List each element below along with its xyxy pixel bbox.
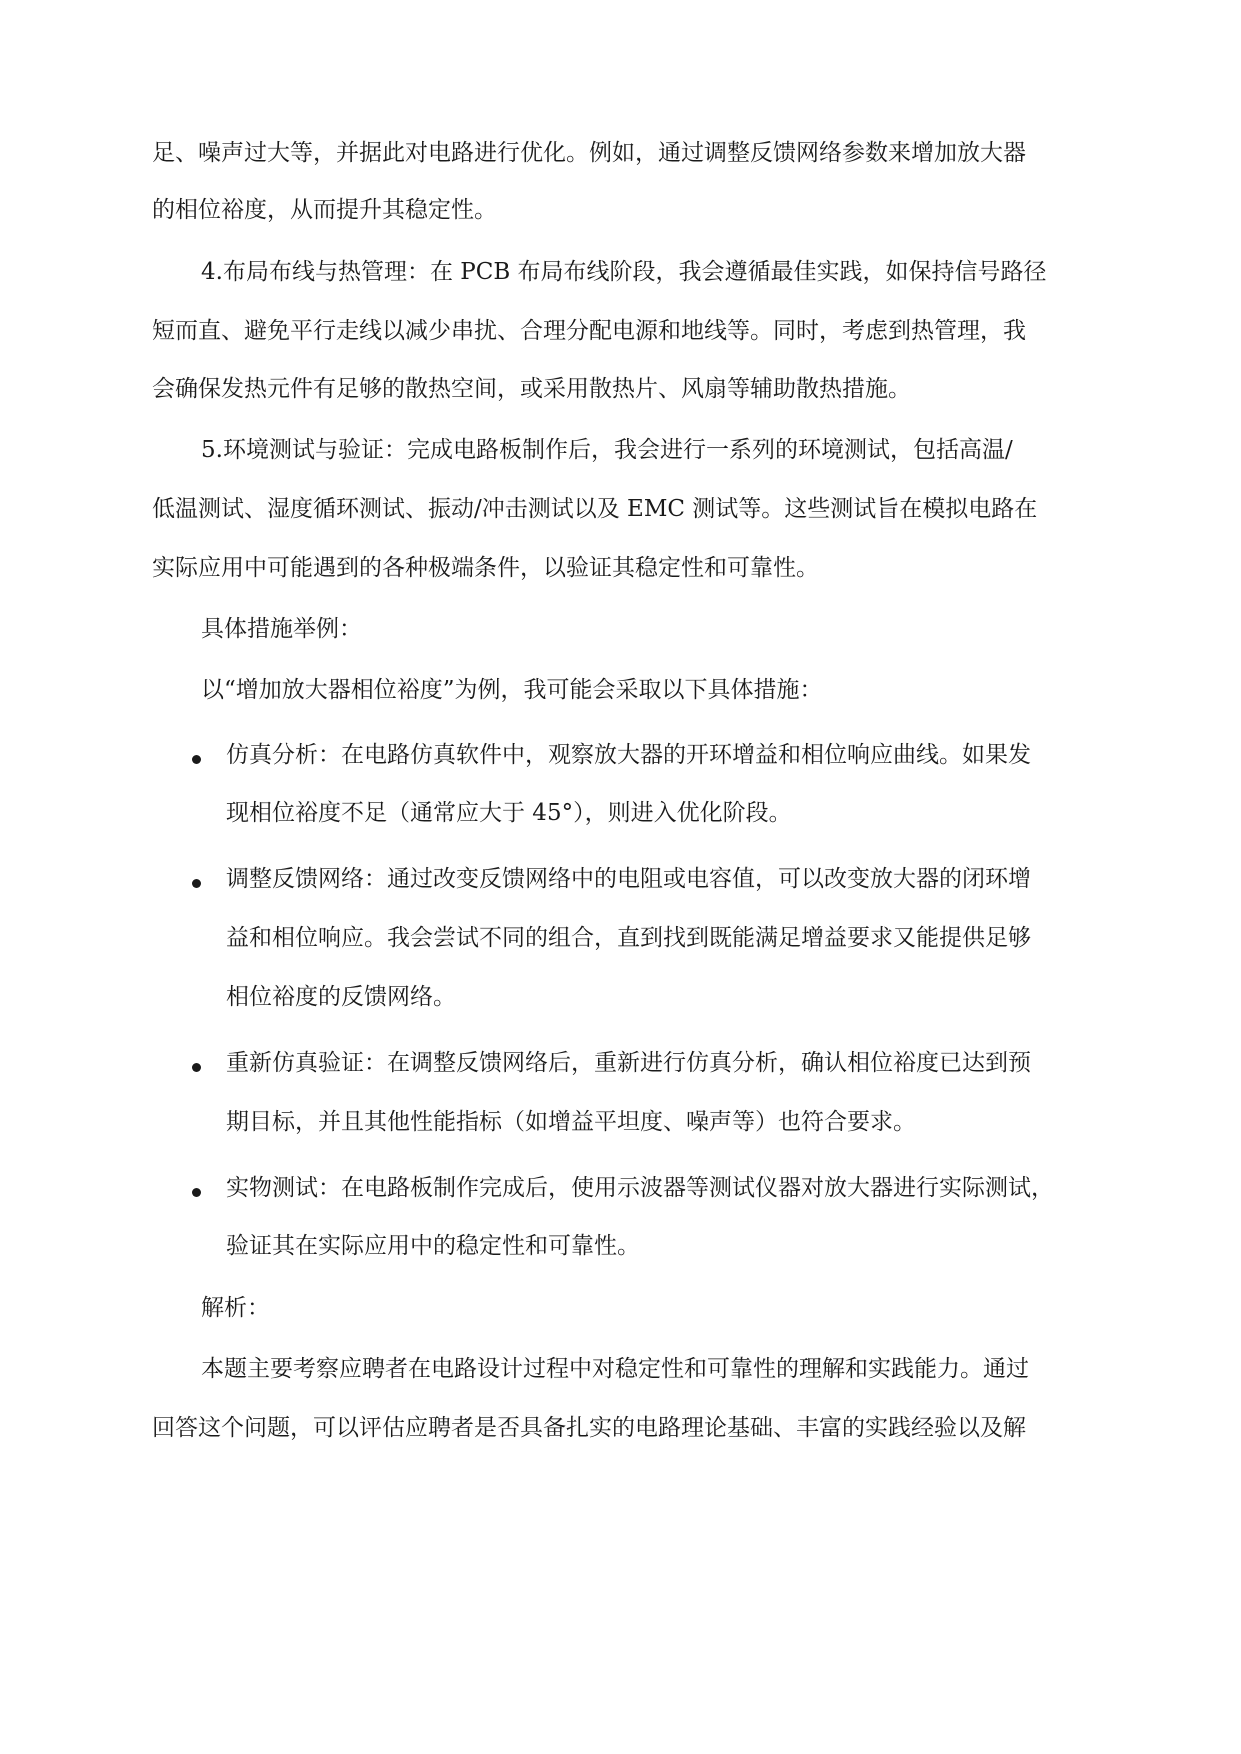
text-line: 现相位裕度不足（通常应大于 45°），则进入优化阶段。 xyxy=(226,800,792,826)
text-line: 相位裕度的反馈网络。 xyxy=(226,984,456,1010)
section-heading-analysis: 解析： xyxy=(201,1295,270,1321)
text-line: 实际应用中可能遇到的各种极端条件，以验证其稳定性和可靠性。 xyxy=(152,555,819,581)
text-line: 足、噪声过大等，并据此对电路进行优化。例如，通过调整反馈网络参数来增加放大器 xyxy=(152,140,1026,166)
text-line: 益和相位响应。我会尝试不同的组合，直到找到既能满足增益要求又能提供足够 xyxy=(226,925,1031,951)
text-line: 验证其在实际应用中的稳定性和可靠性。 xyxy=(226,1233,640,1259)
text-line: 短而直、避免平行走线以减少串扰、合理分配电源和地线等。同时，考虑到热管理，我 xyxy=(152,318,1026,344)
text-line: 低温测试、湿度循环测试、振动/冲击测试以及 EMC 测试等。这些测试旨在模拟电路在 xyxy=(152,496,1038,522)
text-line: 仿真分析：在电路仿真软件中，观察放大器的开环增益和相位响应曲线。如果发 xyxy=(226,742,1031,768)
text-line: 期目标，并且其他性能指标（如增益平坦度、噪声等）也符合要求。 xyxy=(226,1109,916,1135)
text-line: 的相位裕度，从而提升其稳定性。 xyxy=(152,197,497,223)
text-line: 本题主要考察应聘者在电路设计过程中对稳定性和可靠性的理解和实践能力。通过 xyxy=(201,1356,1029,1382)
section-heading-examples: 具体措施举例： xyxy=(201,616,362,642)
text-line: 实物测试：在电路板制作完成后，使用示波器等测试仪器对放大器进行实际测试， xyxy=(226,1175,1054,1201)
text-line: 调整反馈网络：通过改变反馈网络中的电阻或电容值，可以改变放大器的闭环增 xyxy=(226,866,1031,892)
text-line: 4.布局布线与热管理：在 PCB 布局布线阶段，我会遵循最佳实践，如保持信号路径 xyxy=(201,259,1047,285)
text-line: 回答这个问题，可以评估应聘者是否具备扎实的电路理论基础、丰富的实践经验以及解 xyxy=(152,1415,1026,1441)
paragraph-intro-measures: 以“增加放大器相位裕度”为例，我可能会采取以下具体措施： xyxy=(201,677,823,703)
text-line: 会确保发热元件有足够的散热空间，或采用散热片、风扇等辅助散热措施。 xyxy=(152,376,911,402)
text-line: 5.环境测试与验证：完成电路板制作后，我会进行一系列的环境测试，包括高温/ xyxy=(201,437,1013,463)
text-line: 重新仿真验证：在调整反馈网络后，重新进行仿真分析，确认相位裕度已达到预 xyxy=(226,1050,1031,1076)
